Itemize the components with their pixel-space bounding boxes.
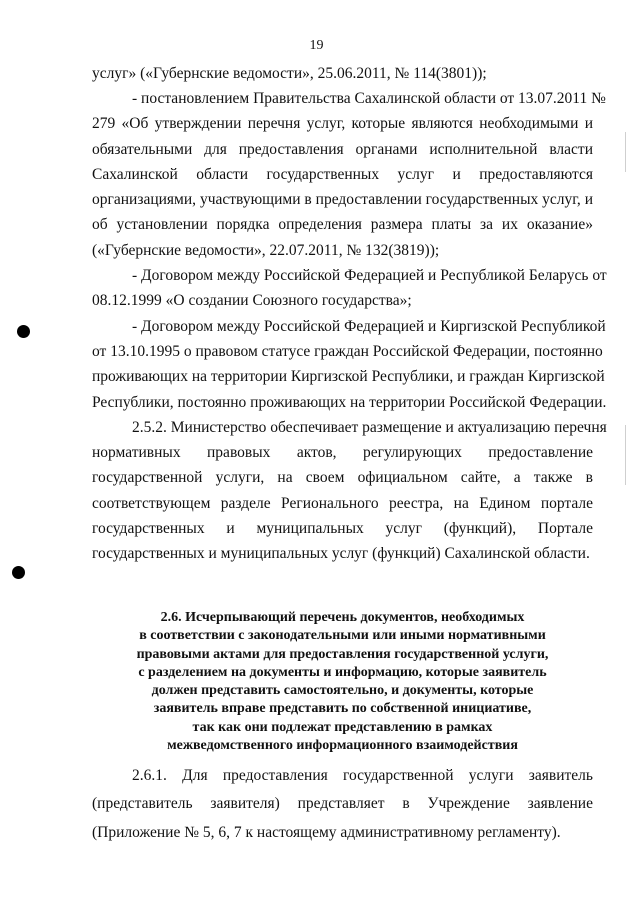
heading-line: межведомственного информационного взаимодействия <box>167 738 518 754</box>
body-text <box>92 61 607 567</box>
line-text: проживающих на территории Киргизской Республики, и граждан Киргизской <box>92 368 605 386</box>
text-line <box>92 365 605 390</box>
section-heading <box>92 609 593 755</box>
text-line <box>92 415 607 440</box>
text-line <box>92 162 593 187</box>
text-line <box>92 790 593 818</box>
line-text: - Договором между Российской Федерацией и Республикой Беларусь от <box>132 267 607 285</box>
text-line <box>92 238 593 263</box>
heading-line: так как они подлежат представлению в рамках <box>192 719 493 735</box>
line-text: («Губернские ведомости», 22.07.2011, № 132(3819)); <box>92 241 440 259</box>
heading-line: 2.6. Исчерпывающий перечень документов, необходимых <box>160 610 525 625</box>
line-text: государственных и муниципальных услуг (функций) Сахалинской области. <box>92 545 590 563</box>
text-line <box>92 213 593 238</box>
paragraph-2-6-1 <box>92 762 593 847</box>
line-text: 2.6.1. Для предоставления государственной услуги заявитель <box>132 767 593 785</box>
text-line <box>92 187 593 212</box>
line-text: организациями, участвующими в предоставлении государственных услуг, и <box>92 191 593 209</box>
line-text: от 13.10.1995 о правовом статусе граждан Российской Федерации, постоянно <box>92 342 603 360</box>
text-line <box>92 762 593 790</box>
heading-line: правовыми актами для предоставления государственной услуги, <box>136 646 549 662</box>
text-line <box>92 339 603 364</box>
text-line <box>92 61 593 86</box>
line-text: об установлении порядка определения размера платы за их оказание» <box>92 216 593 234</box>
line-text: - постановлением Правительства Сахалинской области от 13.07.2011 № <box>132 89 606 107</box>
text-line <box>92 86 606 111</box>
text-line <box>92 314 606 339</box>
line-text: (представитель заявителя) представляет в Учреждение заявление <box>92 795 593 813</box>
line-text: 2.5.2. Министерство обеспечивает размещение и актуализацию перечня <box>132 418 607 436</box>
line-text: 08.12.1999 «О создании Союзного государства»; <box>92 292 412 310</box>
heading-line: должен представить самостоятельно, и документы, которые <box>151 683 534 699</box>
line-text: государственной услуги, на своем официальном сайте, а также в <box>92 469 593 487</box>
scan-edge-mark <box>625 132 626 172</box>
text-line <box>92 137 593 162</box>
line-text: государственных и муниципальных услуг (функций), Портале <box>92 519 593 537</box>
line-text: соответствующем разделе Регионального реестра, на Едином портале <box>92 494 593 512</box>
line-text: Сахалинской области государственных услуг и предоставляются <box>92 165 593 183</box>
heading-line: заявитель вправе представить по собственной инициативе, <box>153 701 532 717</box>
text-line <box>92 819 593 847</box>
text-line <box>92 542 593 567</box>
text-line <box>92 289 593 314</box>
binding-hole-top <box>17 325 30 338</box>
text-line <box>92 466 593 491</box>
text-line <box>92 516 593 541</box>
heading-line: в соответствии с законодательными или иными нормативными <box>139 628 546 644</box>
page-number: 19 <box>309 38 324 53</box>
text-line <box>92 263 607 288</box>
text-line <box>92 112 593 137</box>
heading-line: с разделением на документы и информацию, которые заявитель <box>138 664 547 680</box>
line-text: (Приложение № 5, 6, 7 к настоящему административному регламенту). <box>92 823 561 841</box>
line-text: нормативных правовых актов, регулирующих предоставление <box>92 444 593 462</box>
text-line <box>92 440 593 465</box>
text-line <box>92 491 593 516</box>
line-text: 279 «Об утверждении перечня услуг, которые являются необходимыми и <box>92 115 593 133</box>
scan-edge-mark <box>625 425 626 485</box>
line-text: Республики, постоянно проживающих на территории Российской Федерации. <box>92 393 607 411</box>
text-line <box>92 390 607 415</box>
line-text: услуг» («Губернские ведомости», 25.06.2011, № 114(3801)); <box>92 64 487 82</box>
line-text: обязательными для предоставления органами исполнительной власти <box>92 140 593 158</box>
line-text: - Договором между Российской Федерацией и Киргизской Республикой <box>132 317 606 335</box>
binding-hole-bottom <box>12 566 25 579</box>
